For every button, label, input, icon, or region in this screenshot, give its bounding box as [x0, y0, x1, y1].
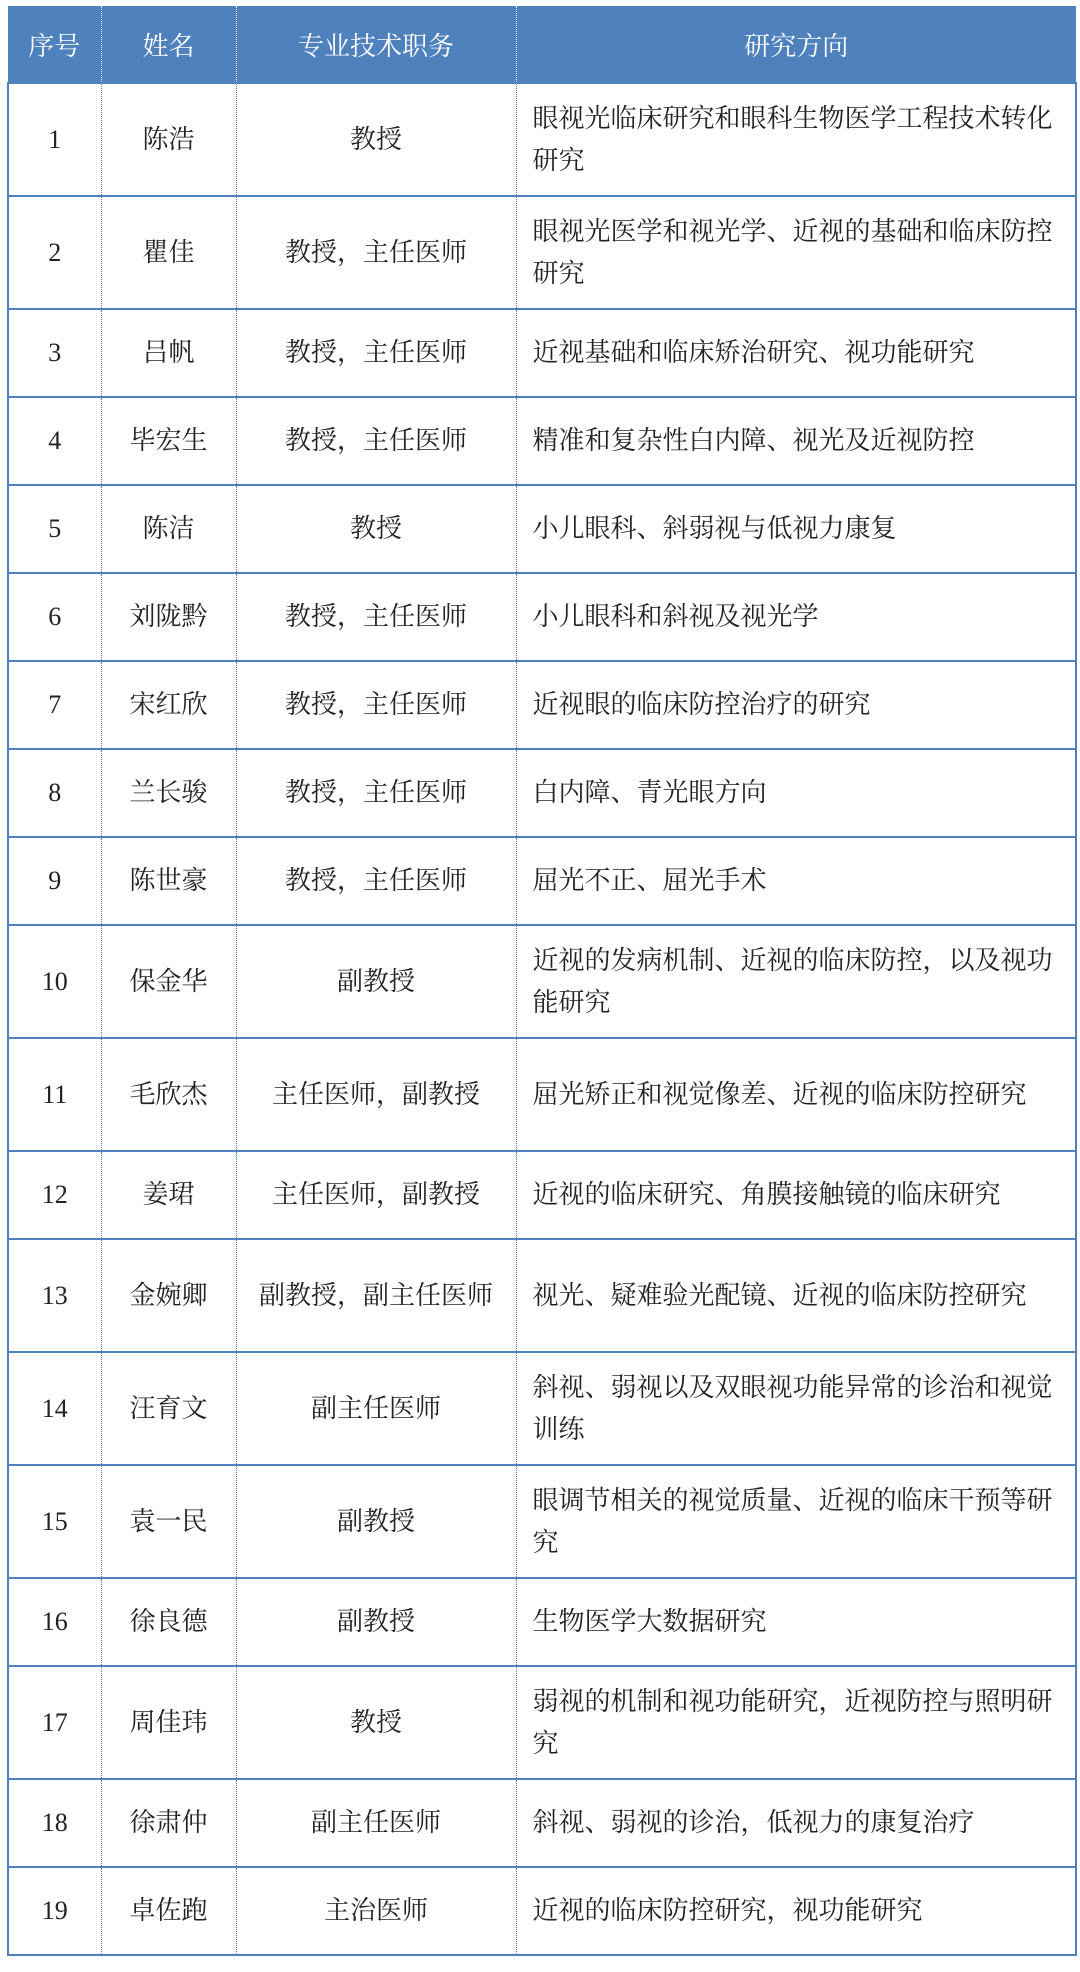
- table-body: [8, 83, 1076, 1955]
- row-title: 副教授: [236, 1465, 516, 1578]
- row-research: 生物医学大数据研究: [516, 1578, 1076, 1666]
- row-title: 副主任医师: [236, 1352, 516, 1465]
- row-name: 吕帆: [101, 309, 236, 397]
- row-research: 小儿眼科和斜视及视光学: [516, 573, 1076, 661]
- row-name: 金婉卿: [101, 1239, 236, 1352]
- table-header: [8, 6, 1076, 83]
- table-row: [8, 925, 1076, 1038]
- row-research: 眼视光临床研究和眼科生物医学工程技术转化研究: [516, 83, 1076, 196]
- row-title: 教授: [236, 83, 516, 196]
- row-number: 9: [8, 837, 101, 925]
- row-research: 斜视、弱视的诊治，低视力的康复治疗: [516, 1779, 1076, 1867]
- table-row: [8, 837, 1076, 925]
- row-research: 弱视的机制和视功能研究，近视防控与照明研究: [516, 1666, 1076, 1779]
- row-research: 近视的临床防控研究，视功能研究: [516, 1867, 1076, 1955]
- row-research: 眼调节相关的视觉质量、近视的临床干预等研究: [516, 1465, 1076, 1578]
- table-row: [8, 1666, 1076, 1779]
- row-number: 6: [8, 573, 101, 661]
- table-row: [8, 1239, 1076, 1352]
- row-title: 教授，主任医师: [236, 397, 516, 485]
- row-title: 主任医师，副教授: [236, 1038, 516, 1151]
- row-number: 11: [8, 1038, 101, 1151]
- row-name: 毛欣杰: [101, 1038, 236, 1151]
- table-row: [8, 1038, 1076, 1151]
- row-name: 徐肃仲: [101, 1779, 236, 1867]
- row-number: 4: [8, 397, 101, 485]
- row-name: 宋红欣: [101, 661, 236, 749]
- header-number: 序号: [8, 6, 101, 83]
- row-name: 周佳玮: [101, 1666, 236, 1779]
- header-name: 姓名: [101, 6, 236, 83]
- row-name: 陈洁: [101, 485, 236, 573]
- table-row: [8, 309, 1076, 397]
- table-row: [8, 749, 1076, 837]
- row-number: 5: [8, 485, 101, 573]
- row-title: 教授，主任医师: [236, 837, 516, 925]
- expert-table: [7, 6, 1077, 1956]
- row-title: 教授，主任医师: [236, 661, 516, 749]
- row-number: 15: [8, 1465, 101, 1578]
- row-research: 精准和复杂性白内障、视光及近视防控: [516, 397, 1076, 485]
- row-name: 姜珺: [101, 1151, 236, 1239]
- row-research: 白内障、青光眼方向: [516, 749, 1076, 837]
- row-name: 卓佐跑: [101, 1867, 236, 1955]
- row-number: 18: [8, 1779, 101, 1867]
- row-name: 汪育文: [101, 1352, 236, 1465]
- row-name: 兰长骏: [101, 749, 236, 837]
- table-row: [8, 1352, 1076, 1465]
- row-name: 保金华: [101, 925, 236, 1038]
- row-name: 陈浩: [101, 83, 236, 196]
- row-title: 教授，主任医师: [236, 196, 516, 309]
- row-research: 斜视、弱视以及双眼视功能异常的诊治和视觉训练: [516, 1352, 1076, 1465]
- row-title: 副教授，副主任医师: [236, 1239, 516, 1352]
- row-number: 7: [8, 661, 101, 749]
- header-research: 研究方向: [516, 6, 1076, 83]
- row-name: 瞿佳: [101, 196, 236, 309]
- row-title: 副教授: [236, 1578, 516, 1666]
- row-name: 陈世豪: [101, 837, 236, 925]
- header-title: 专业技术职务: [236, 6, 516, 83]
- row-title: 主任医师，副教授: [236, 1151, 516, 1239]
- row-research: 近视的临床研究、角膜接触镜的临床研究: [516, 1151, 1076, 1239]
- table-row: [8, 1578, 1076, 1666]
- row-name: 袁一民: [101, 1465, 236, 1578]
- row-title: 教授，主任医师: [236, 309, 516, 397]
- row-title: 副主任医师: [236, 1779, 516, 1867]
- table-row: [8, 83, 1076, 196]
- row-title: 教授，主任医师: [236, 749, 516, 837]
- row-title: 教授: [236, 1666, 516, 1779]
- row-number: 13: [8, 1239, 101, 1352]
- table-row: [8, 1151, 1076, 1239]
- expert-table-container: [7, 6, 1075, 1956]
- row-title: 教授: [236, 485, 516, 573]
- row-number: 3: [8, 309, 101, 397]
- row-number: 14: [8, 1352, 101, 1465]
- table-row: [8, 485, 1076, 573]
- row-research: 近视的发病机制、近视的临床防控，以及视功能研究: [516, 925, 1076, 1038]
- row-number: 1: [8, 83, 101, 196]
- row-research: 近视眼的临床防控治疗的研究: [516, 661, 1076, 749]
- row-number: 12: [8, 1151, 101, 1239]
- row-research: 屈光不正、屈光手术: [516, 837, 1076, 925]
- table-row: [8, 1867, 1076, 1955]
- row-number: 17: [8, 1666, 101, 1779]
- table-row: [8, 661, 1076, 749]
- row-title: 副教授: [236, 925, 516, 1038]
- row-number: 19: [8, 1867, 101, 1955]
- row-research: 小儿眼科、斜弱视与低视力康复: [516, 485, 1076, 573]
- row-research: 视光、疑难验光配镜、近视的临床防控研究: [516, 1239, 1076, 1352]
- row-number: 16: [8, 1578, 101, 1666]
- table-row: [8, 196, 1076, 309]
- row-number: 2: [8, 196, 101, 309]
- row-title: 教授，主任医师: [236, 573, 516, 661]
- table-row: [8, 397, 1076, 485]
- row-number: 10: [8, 925, 101, 1038]
- row-research: 屈光矫正和视觉像差、近视的临床防控研究: [516, 1038, 1076, 1151]
- header-row: [8, 6, 1076, 83]
- row-number: 8: [8, 749, 101, 837]
- row-name: 徐良德: [101, 1578, 236, 1666]
- row-name: 刘陇黔: [101, 573, 236, 661]
- table-row: [8, 1779, 1076, 1867]
- row-research: 近视基础和临床矫治研究、视功能研究: [516, 309, 1076, 397]
- row-research: 眼视光医学和视光学、近视的基础和临床防控研究: [516, 196, 1076, 309]
- row-title: 主治医师: [236, 1867, 516, 1955]
- row-name: 毕宏生: [101, 397, 236, 485]
- table-row: [8, 573, 1076, 661]
- table-row: [8, 1465, 1076, 1578]
